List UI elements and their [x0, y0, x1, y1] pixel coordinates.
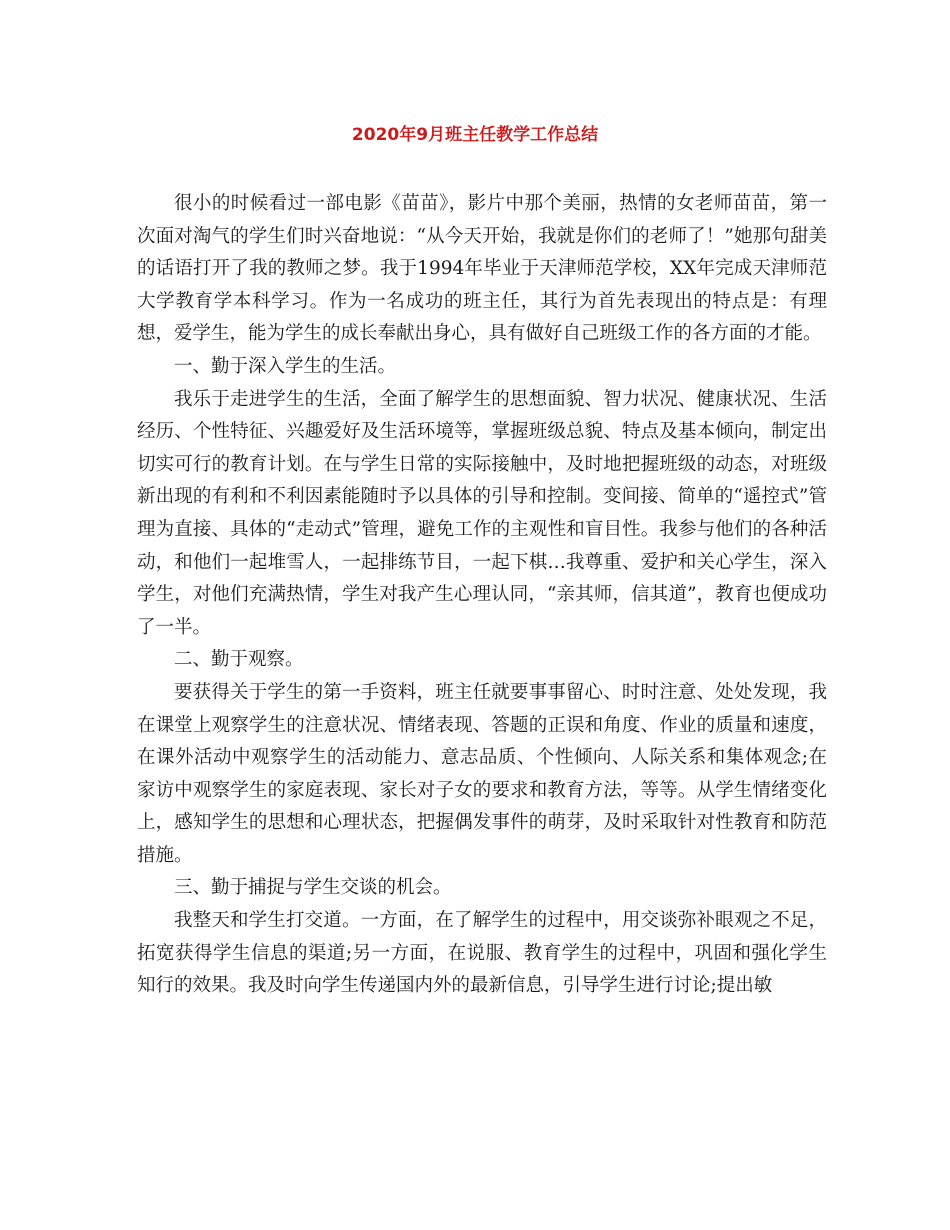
document-body [137, 188, 827, 1003]
paragraph-section-3: 我整天和学生打交道。一方面，在了解学生的过程中，用交谈弥补眼观之不足，拓宽获得学生信息的渠道;另一方面，在说服、教育学生的过程中，巩固和强化学生知行的效果。我及时向学生传递国内外的最新信息，引导学生进行讨论;提出敏 [137, 910, 827, 997]
paragraph-section-2: 要获得关于学生的第一手资料，班主任就要事事留心、时时注意、处处发现，我在课堂上观察学生的注意状况、情绪表现、答题的正误和角度、作业的质量和速度，在课外活动中观察学生的活动能力、意志品质、个性倾向、人际关系和集体观念;在家访中观察学生的家庭表现、家长对子女的要求和教育方法，等等。从学生情绪变化上，感知学生的思想和心理状态，把握偶发事件的萌芽，及时采取针对性教育和防范措施。 [137, 681, 827, 866]
section-heading-3: 三、勤于捕捉与学生交谈的机会。 [174, 877, 452, 899]
document-title: 2020年9月班主任教学工作总结 [351, 125, 599, 145]
section-heading-1: 一、勤于深入学生的生活。 [174, 355, 397, 377]
paragraph-intro: 很小的时候看过一部电影《苗苗》，影片中那个美丽，热情的女老师苗苗，第一次面对淘气的学生们时兴奋地说：“从今天开始，我就是你们的老师了！”她那句甜美的话语打开了我的教师之梦。我于1994年毕业于天津师范学校，XX年完成天津师范大学教育学本科学习。作为一名成功的班主任，其行为首先表现出的特点是：有理想，爱学生，能为学生的成长奉献出身心，具有做好自己班级工作的各方面的才能。 [137, 193, 827, 345]
section-heading-2: 二、勤于观察。 [174, 649, 304, 671]
paragraph-section-1: 我乐于走进学生的生活，全面了解学生的思想面貌、智力状况、健康状况、生活经历、个性特征、兴趣爱好及生活环境等，掌握班级总貌、特点及基本倾向，制定出切实可行的教育计划。在与学生日常的实际接触中，及时地把握班级的动态，对班级新出现的有利和不利因素能随时予以具体的引导和控制。变间接、简单的“遥控式”管理为直接、具体的“走动式”管理，避免工作的主观性和盲目性。我参与他们的各种活动，和他们一起堆雪人，一起排练节目，一起下棋…我尊重、爱护和关心学生，深入学生，对他们充满热情，学生对我产生心理认同，“亲其师，信其道”，教育也便成功了一半。 [137, 388, 827, 638]
